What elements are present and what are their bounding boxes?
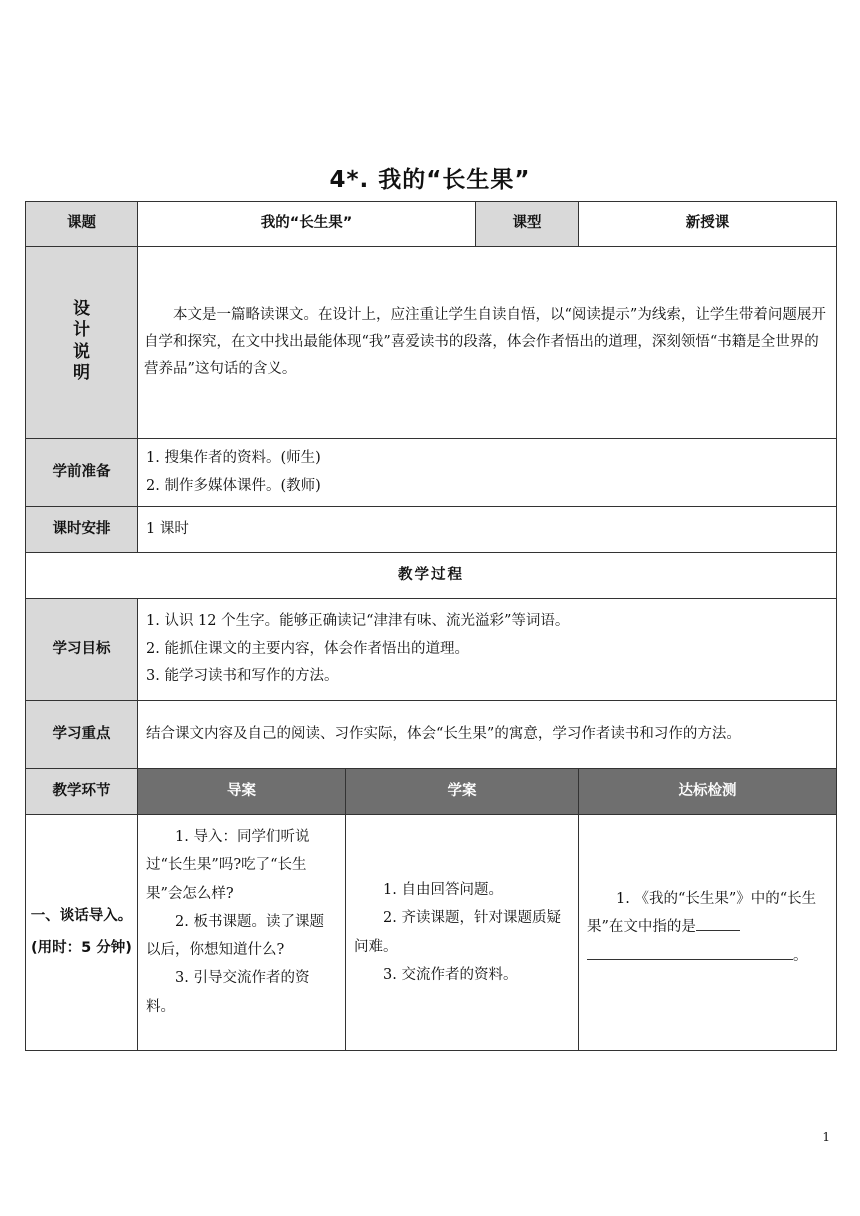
objective-item: 3. 能学习读书和写作的方法。 [146, 668, 339, 685]
stage1-guide-cell [138, 815, 346, 1051]
topic-value: 我的“长生果” [138, 202, 476, 247]
topic-row [26, 202, 837, 247]
type-label: 课型 [476, 202, 579, 247]
focus-label: 学习重点 [26, 701, 138, 769]
stage1-name: 一、谈话导入。(用时：5 分钟) [26, 815, 138, 1051]
study-item: 1. 自由回答问题。 [383, 881, 503, 898]
objective-item: 1. 认识 12 个生字。能够正确读记“津津有味、流光溢彩”等词语。 [146, 613, 570, 630]
design-label-cell [26, 247, 138, 439]
preparation-cell [138, 439, 837, 507]
focus-cell [138, 701, 837, 769]
objectives-label: 学习目标 [26, 599, 138, 701]
stage1-study-cell [346, 815, 579, 1051]
guide-item: 3. 引导交流作者的资料。 [146, 970, 310, 1015]
stage-column-header: 教学环节 [26, 769, 138, 815]
process-title: 教学过程 [26, 553, 837, 599]
preparation-item: 2. 制作多媒体课件。(教师) [146, 477, 321, 494]
guide-item: 1. 导入：同学们听说过“长生果”吗?吃了“长生果”会怎么样? [146, 829, 310, 902]
study-item: 3. 交流作者的资料。 [383, 966, 518, 983]
schedule-value: 1 课时 [138, 507, 837, 553]
design-row [26, 247, 837, 439]
study-item: 2. 齐读课题，针对课题质疑问难。 [354, 910, 561, 955]
type-value: 新授课 [579, 202, 837, 247]
stage1-check-cell [579, 815, 837, 1051]
preparation-row [26, 439, 837, 507]
objectives-cell [138, 599, 837, 701]
lesson-plan-table [25, 201, 837, 1051]
preparation-label: 学前准备 [26, 439, 138, 507]
process-title-row [26, 553, 837, 599]
schedule-label: 课时安排 [26, 507, 138, 553]
topic-label: 课题 [26, 202, 138, 247]
schedule-row [26, 507, 837, 553]
guide-item: 2. 板书课题。读了课题以后，你想知道什么? [146, 913, 324, 959]
answer-blank-line [696, 914, 740, 931]
focus-row [26, 701, 837, 769]
check-question: 1. 《我的“长生果”》中的“长生果”在文中指的是 。 [587, 891, 817, 964]
answer-blank-line [587, 943, 793, 960]
column-header-row [26, 769, 837, 815]
study-column-header: 学案 [346, 769, 579, 815]
objectives-row [26, 599, 837, 701]
objective-item: 2. 能抓住课文的主要内容，体会作者悟出的道理。 [146, 640, 469, 657]
page-number: 1 [822, 1130, 830, 1144]
check-question-text: 1. 《我的“长生果”》中的“长生果”在文中指的是 [587, 891, 817, 936]
stage1-row [26, 815, 837, 1051]
focus-text: 结合课文内容及自己的阅读、习作实际，体会“长生果”的寓意，学习作者读书和习作的方法。 [146, 726, 741, 742]
check-column-header: 达标检测 [579, 769, 837, 815]
document-title: 4*. 我的“长生果” [329, 167, 531, 193]
design-text-cell [138, 247, 837, 439]
design-text: 本文是一篇略读课文。在设计上，应注重让学生自读自悟，以“阅读提示”为线索，让学生带着问题展开自学和探究，在文中找出最能体现“我”喜爱读书的段落，体会作者悟出的道理，深刻领悟“书籍是全世界的营养品”这句话的含义。 [144, 307, 826, 377]
design-label: 设计说明 [73, 299, 90, 383]
guide-column-header: 导案 [138, 769, 346, 815]
preparation-item: 1. 搜集作者的资料。(师生) [146, 449, 321, 466]
